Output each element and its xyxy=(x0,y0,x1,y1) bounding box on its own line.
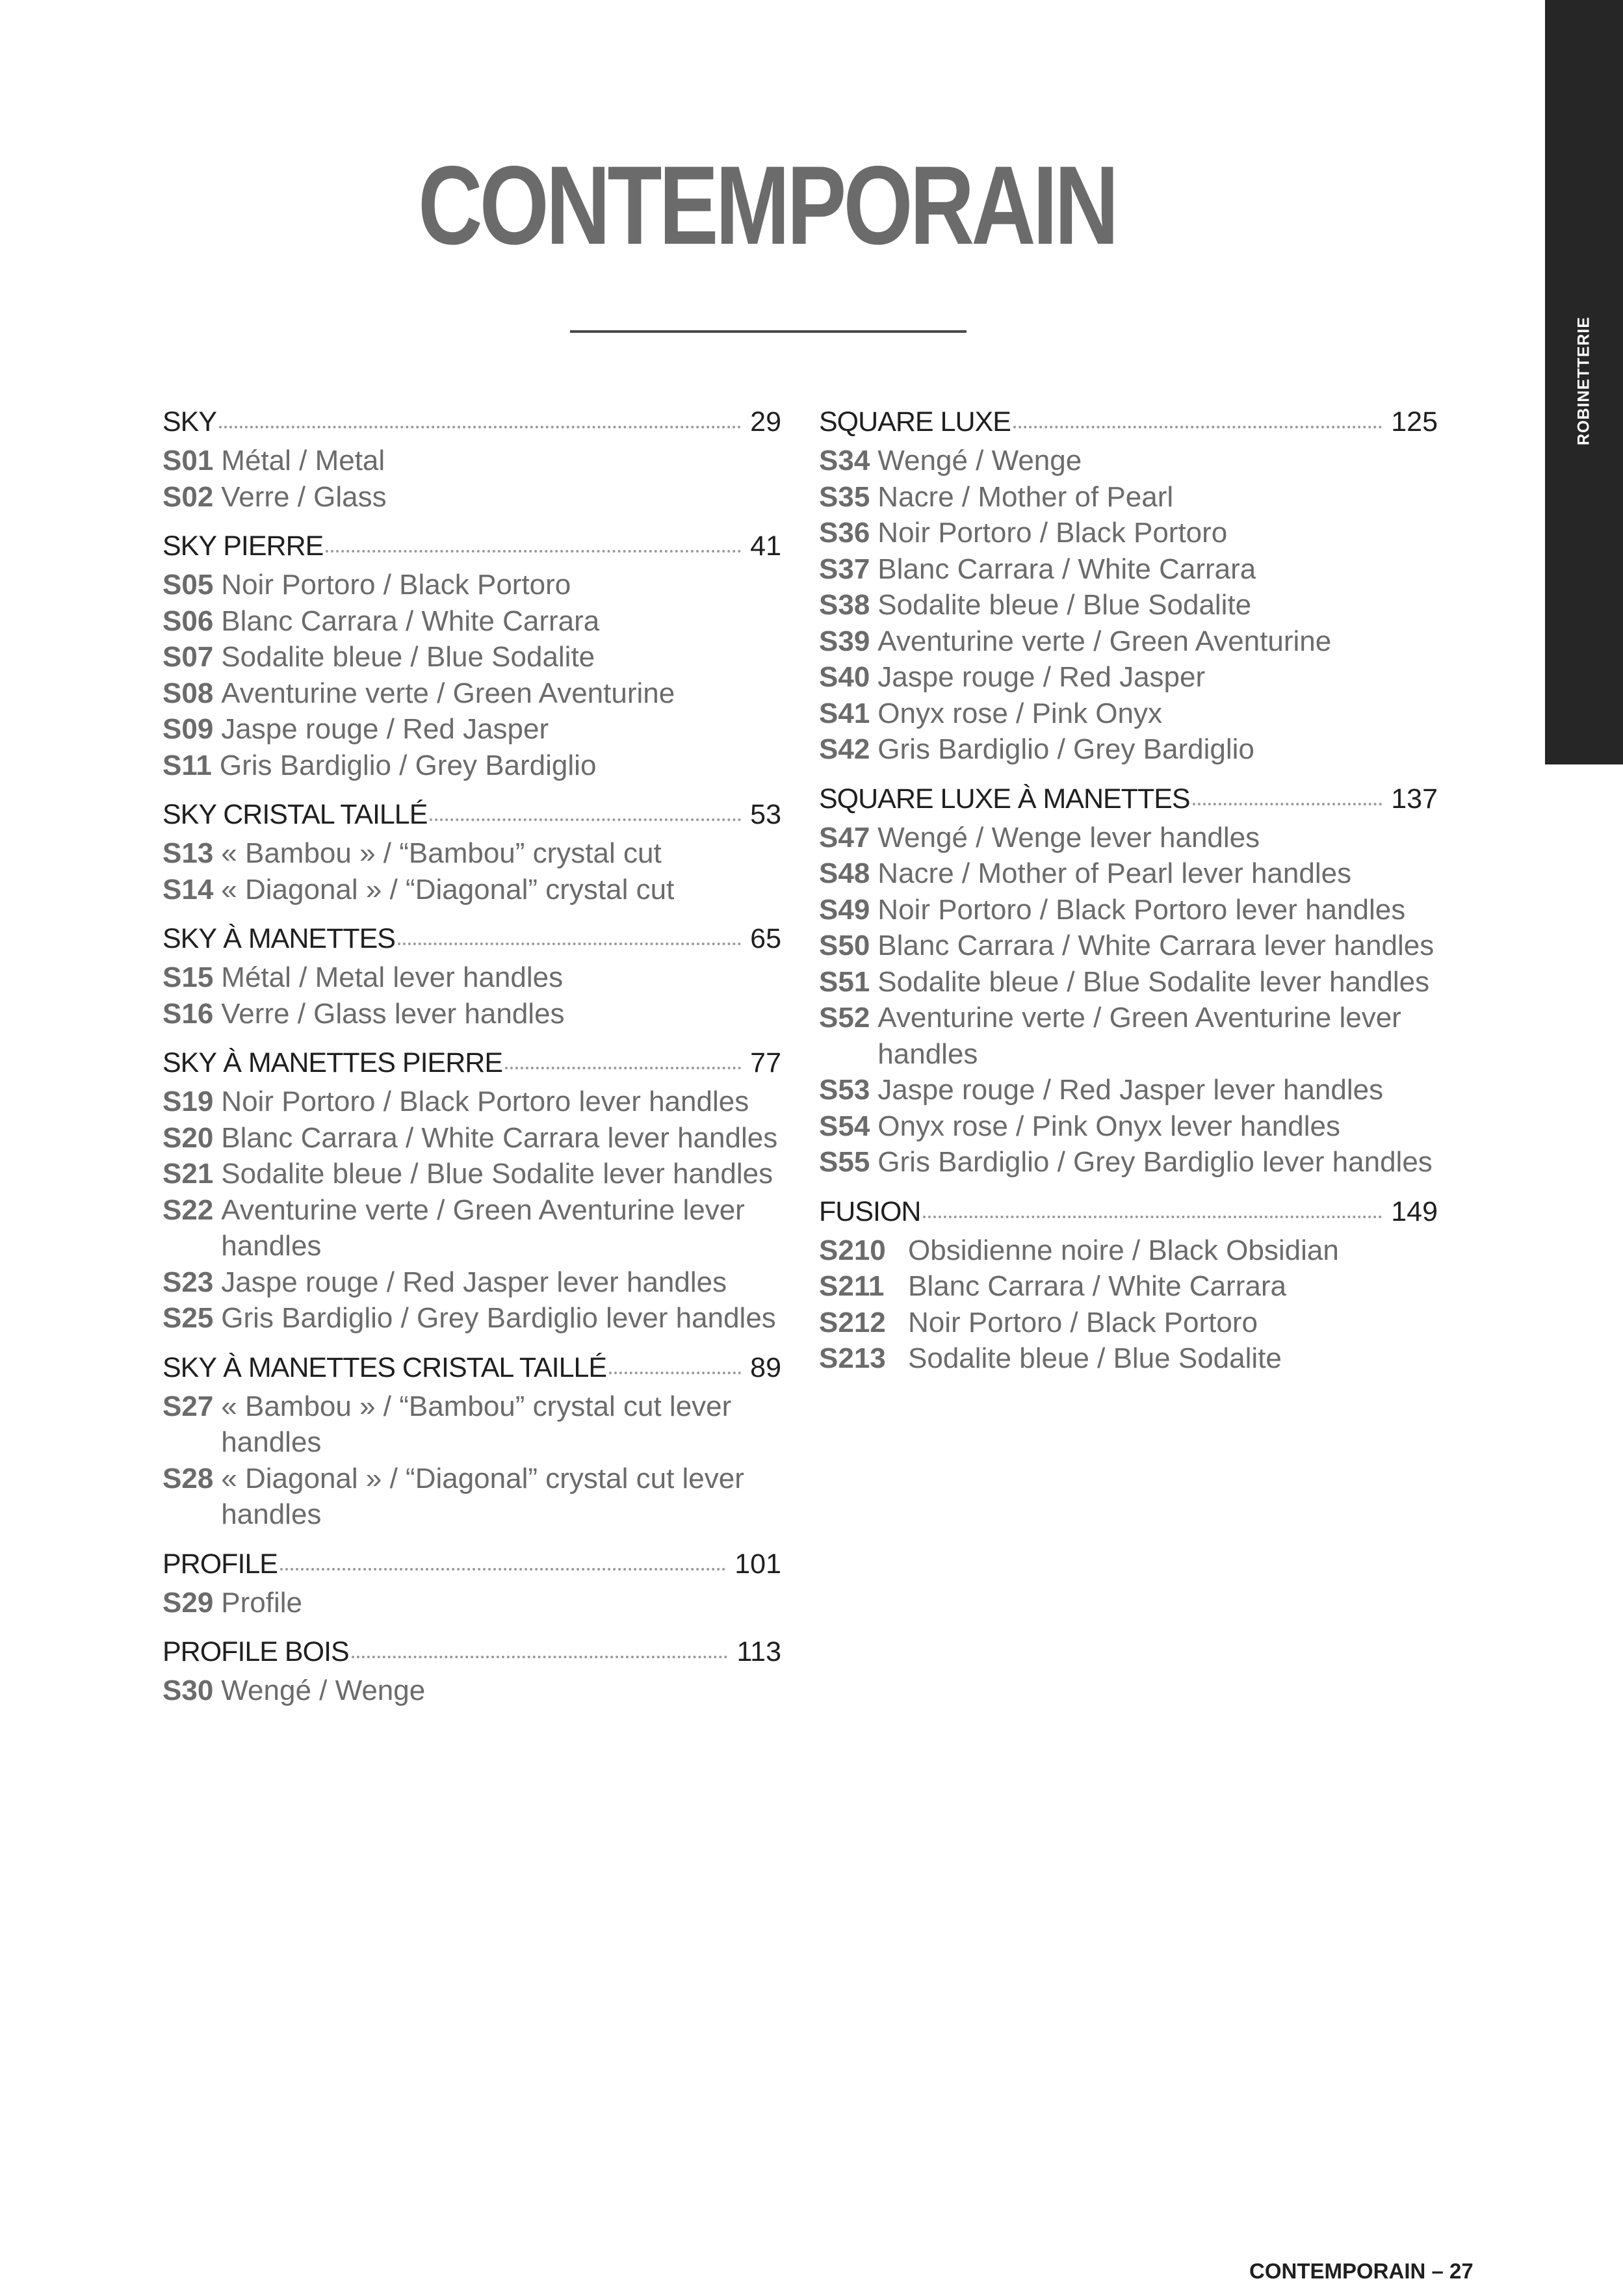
item-label: Sodalite bleue / Blue Sodalite lever handles xyxy=(221,1158,773,1190)
item-label: Gris Bardiglio / Grey Bardiglio lever handles xyxy=(877,1146,1433,1178)
section-page-number: 89 xyxy=(750,1351,781,1383)
section-page-number: 137 xyxy=(1391,783,1438,815)
toc-item[interactable] xyxy=(162,443,781,479)
section-name: SKY À MANETTES PIERRE xyxy=(162,1047,503,1078)
toc-section-heading[interactable] xyxy=(819,783,1438,820)
item-code: S13 xyxy=(162,837,214,869)
item-code: S30 xyxy=(162,1675,214,1706)
section-name: PROFILE BOIS xyxy=(162,1636,349,1667)
item-label: Aventurine verte / Green Aventurine lever handles xyxy=(877,1002,1401,1070)
toc-item-list xyxy=(819,443,1438,768)
toc-section-heading[interactable] xyxy=(162,1047,781,1084)
toc-item[interactable] xyxy=(819,515,1438,551)
toc-item[interactable] xyxy=(819,587,1438,623)
item-label: Jaspe rouge / Red Jasper xyxy=(221,713,549,745)
toc-section-heading[interactable] xyxy=(162,1636,781,1673)
toc-section-heading[interactable] xyxy=(162,799,781,835)
toc-item[interactable] xyxy=(819,443,1438,479)
toc-item[interactable] xyxy=(162,1461,781,1533)
section-page-number: 77 xyxy=(750,1047,781,1078)
item-label: Verre / Glass lever handles xyxy=(221,997,565,1030)
item-label: Nacre / Mother of Pearl xyxy=(877,480,1174,513)
item-code: S02 xyxy=(162,480,214,513)
item-code: S36 xyxy=(819,517,870,549)
section-name: SQUARE LUXE À MANETTES xyxy=(819,783,1190,815)
toc-section xyxy=(819,783,1438,1181)
dot-leader xyxy=(352,1656,728,1658)
toc-item-list xyxy=(819,820,1438,1181)
toc-item[interactable] xyxy=(819,1144,1438,1181)
section-page-number: 29 xyxy=(750,406,781,437)
item-code: S54 xyxy=(819,1110,870,1142)
item-code: S14 xyxy=(162,873,214,906)
item-label: Obsidienne noire / Black Obsidian xyxy=(908,1234,1339,1266)
item-label: Wengé / Wenge xyxy=(221,1675,426,1706)
title-divider xyxy=(570,330,967,333)
section-name: SKY xyxy=(162,406,217,437)
item-code: S40 xyxy=(819,661,870,693)
dot-leader xyxy=(609,1372,741,1374)
toc-item[interactable] xyxy=(819,1268,1438,1305)
item-code: S07 xyxy=(162,641,214,673)
toc-section xyxy=(162,1047,781,1337)
item-code: S51 xyxy=(819,965,870,998)
toc-item[interactable] xyxy=(162,711,781,748)
toc-item[interactable] xyxy=(162,1389,781,1461)
item-label: Onyx rose / Pink Onyx lever handles xyxy=(877,1110,1340,1142)
item-code: S210 xyxy=(819,1234,886,1266)
dot-leader xyxy=(280,1568,725,1571)
section-name: SKY PIERRE xyxy=(162,530,324,562)
item-label: « Bambou » / “Bambou” crystal cut lever handles xyxy=(221,1390,732,1458)
section-page-number: 125 xyxy=(1391,406,1438,437)
item-code: S55 xyxy=(819,1146,870,1178)
section-name: SKY CRISTAL TAILLÉ xyxy=(162,799,428,830)
item-label: « Diagonal » / “Diagonal” crystal cut lever handles xyxy=(221,1462,744,1530)
toc-item[interactable] xyxy=(819,551,1438,588)
item-code: S16 xyxy=(162,997,214,1030)
section-page-number: 41 xyxy=(750,530,781,562)
section-page-number: 65 xyxy=(750,923,781,954)
toc-item[interactable] xyxy=(162,639,781,675)
item-code: S21 xyxy=(162,1158,214,1190)
toc-item[interactable] xyxy=(162,567,781,603)
item-label: Noir Portoro / Black Portoro lever handles xyxy=(221,1086,749,1117)
toc-item-list xyxy=(162,1585,781,1621)
toc-section xyxy=(162,1636,781,1709)
item-code: S37 xyxy=(819,553,870,585)
toc-item[interactable] xyxy=(162,1585,781,1621)
item-code: S213 xyxy=(819,1342,886,1374)
toc-item-list xyxy=(162,1389,781,1533)
dot-leader xyxy=(505,1067,741,1069)
item-code: S05 xyxy=(162,569,214,601)
item-label: Blanc Carrara / White Carrara lever handles xyxy=(877,930,1435,961)
toc-item[interactable] xyxy=(162,675,781,712)
toc-item[interactable] xyxy=(819,479,1438,515)
side-tab-label: ROBINETTERIE xyxy=(1574,316,1593,446)
item-label: Wengé / Wenge lever handles xyxy=(877,821,1260,854)
section-name: SKY À MANETTES xyxy=(162,923,395,954)
item-code: S48 xyxy=(819,857,870,889)
toc-left-column xyxy=(162,406,781,1725)
toc-item[interactable] xyxy=(162,748,781,784)
item-code: S211 xyxy=(819,1270,885,1302)
toc-item[interactable] xyxy=(819,1108,1438,1145)
item-code: S23 xyxy=(162,1266,214,1298)
toc-item-list xyxy=(162,567,781,783)
item-label: Aventurine verte / Green Aventurine xyxy=(221,677,675,709)
toc-item[interactable] xyxy=(162,996,781,1032)
item-code: S08 xyxy=(162,677,214,709)
item-code: S41 xyxy=(819,697,870,729)
item-code: S27 xyxy=(162,1390,214,1422)
dot-leader xyxy=(398,943,741,945)
item-code: S35 xyxy=(819,480,870,513)
toc-section xyxy=(819,1196,1438,1377)
item-label: Blanc Carrara / White Carrara xyxy=(877,553,1256,585)
item-label: Nacre / Mother of Pearl lever handles xyxy=(877,857,1352,889)
toc-section xyxy=(162,1352,781,1533)
item-code: S20 xyxy=(162,1121,214,1154)
toc-item[interactable] xyxy=(819,696,1438,732)
item-label: Gris Bardiglio / Grey Bardiglio xyxy=(877,733,1254,765)
toc-section xyxy=(162,923,781,1032)
item-label: Métal / Metal xyxy=(221,445,385,476)
toc-item[interactable] xyxy=(162,959,781,996)
item-label: Blanc Carrara / White Carrara lever handles xyxy=(221,1121,778,1154)
item-label: Wengé / Wenge xyxy=(877,445,1082,476)
item-label: Profile xyxy=(221,1586,303,1619)
toc-item[interactable] xyxy=(162,1192,781,1264)
item-label: Gris Bardiglio / Grey Bardiglio xyxy=(219,749,597,781)
item-code: S19 xyxy=(162,1086,214,1117)
item-code: S39 xyxy=(819,625,870,657)
toc-section xyxy=(162,799,781,907)
item-label: Sodalite bleue / Blue Sodalite xyxy=(221,641,595,673)
item-code: S06 xyxy=(162,605,214,637)
toc-section-heading[interactable] xyxy=(162,1352,781,1389)
item-label: Verre / Glass xyxy=(221,480,387,513)
toc-item-list xyxy=(162,443,781,515)
toc-item[interactable] xyxy=(819,623,1438,660)
item-code: S28 xyxy=(162,1462,214,1494)
item-code: S47 xyxy=(819,821,870,854)
toc-section-heading[interactable] xyxy=(819,406,1438,443)
dot-leader xyxy=(923,1216,1382,1218)
section-page-number: 53 xyxy=(750,799,781,830)
toc-section-heading[interactable] xyxy=(162,406,781,443)
section-page-number: 113 xyxy=(736,1636,781,1667)
item-code: S34 xyxy=(819,445,870,476)
item-code: S22 xyxy=(162,1194,214,1226)
item-label: Jaspe rouge / Red Jasper lever handles xyxy=(221,1266,727,1298)
item-label: Noir Portoro / Black Portoro xyxy=(221,569,571,601)
toc-item[interactable] xyxy=(162,1673,781,1709)
toc-item[interactable] xyxy=(819,1233,1438,1269)
item-label: Aventurine verte / Green Aventurine xyxy=(877,625,1332,657)
page-footer: CONTEMPORAIN – 27 xyxy=(1249,2259,1474,2283)
toc-section-heading[interactable] xyxy=(162,1548,781,1585)
toc-section xyxy=(162,1548,781,1621)
item-label: Noir Portoro / Black Portoro xyxy=(877,517,1228,549)
toc-item[interactable] xyxy=(819,892,1438,928)
toc-item[interactable] xyxy=(819,1305,1438,1341)
item-label: « Bambou » / “Bambou” crystal cut xyxy=(221,837,662,869)
toc-item-list xyxy=(162,1673,781,1709)
toc-item[interactable] xyxy=(162,1300,781,1337)
item-code: S11 xyxy=(162,749,212,781)
section-side-tab[interactable] xyxy=(1545,0,1623,764)
toc-item[interactable] xyxy=(162,1084,781,1120)
toc-item[interactable] xyxy=(819,855,1438,892)
item-label: Blanc Carrara / White Carrara xyxy=(908,1270,1286,1302)
toc-item-list xyxy=(162,835,781,907)
section-page-number: 101 xyxy=(734,1548,781,1580)
toc-item-list xyxy=(162,959,781,1032)
toc-section-heading[interactable] xyxy=(162,923,781,959)
toc-section-heading[interactable] xyxy=(162,530,781,567)
toc-section xyxy=(162,530,781,783)
item-label: « Diagonal » / “Diagonal” crystal cut xyxy=(221,873,675,906)
toc-item[interactable] xyxy=(162,1264,781,1301)
item-code: S29 xyxy=(162,1586,214,1619)
item-code: S50 xyxy=(819,930,870,961)
item-code: S52 xyxy=(819,1002,870,1034)
toc-item[interactable] xyxy=(162,1156,781,1192)
item-label: Aventurine verte / Green Aventurine lever handles xyxy=(221,1194,745,1262)
toc-item[interactable] xyxy=(819,1000,1438,1072)
item-code: S49 xyxy=(819,893,870,926)
toc-item[interactable] xyxy=(819,820,1438,856)
section-name: FUSION xyxy=(819,1195,921,1227)
item-label: Noir Portoro / Black Portoro xyxy=(908,1306,1258,1338)
item-code: S01 xyxy=(162,445,214,476)
toc-section-heading[interactable] xyxy=(819,1196,1438,1233)
item-label: Jaspe rouge / Red Jasper xyxy=(877,661,1206,693)
toc-section xyxy=(162,406,781,515)
toc-item[interactable] xyxy=(819,1340,1438,1377)
item-code: S42 xyxy=(819,733,870,765)
section-name: SKY À MANETTES CRISTAL TAILLÉ xyxy=(162,1351,607,1383)
item-label: Sodalite bleue / Blue Sodalite xyxy=(908,1342,1282,1374)
item-code: S212 xyxy=(819,1306,886,1338)
item-label: Jaspe rouge / Red Jasper lever handles xyxy=(877,1074,1384,1106)
section-name: PROFILE xyxy=(162,1548,278,1580)
item-label: Noir Portoro / Black Portoro lever handles xyxy=(877,893,1406,926)
dot-leader xyxy=(1193,803,1383,805)
item-code: S53 xyxy=(819,1074,870,1106)
toc-item[interactable] xyxy=(819,731,1438,768)
item-label: Métal / Metal lever handles xyxy=(221,961,564,993)
toc-item-list xyxy=(162,1084,781,1337)
item-code: S25 xyxy=(162,1302,214,1334)
dot-leader xyxy=(219,426,741,428)
toc-right-column xyxy=(819,406,1438,1392)
item-label: Onyx rose / Pink Onyx xyxy=(877,697,1162,729)
toc-item[interactable] xyxy=(819,659,1438,696)
toc-item[interactable] xyxy=(162,479,781,515)
item-code: S09 xyxy=(162,713,214,745)
toc-item[interactable] xyxy=(162,872,781,908)
page-title: CONTEMPORAIN xyxy=(418,143,1116,268)
item-label: Sodalite bleue / Blue Sodalite lever handles xyxy=(877,965,1430,998)
toc-item[interactable] xyxy=(819,928,1438,964)
toc-item[interactable] xyxy=(819,1072,1438,1108)
item-label: Sodalite bleue / Blue Sodalite xyxy=(877,589,1252,621)
section-page-number: 149 xyxy=(1391,1195,1438,1227)
toc-item[interactable] xyxy=(819,964,1438,1000)
item-label: Gris Bardiglio / Grey Bardiglio lever handles xyxy=(221,1302,776,1334)
item-label: Blanc Carrara / White Carrara xyxy=(221,605,600,637)
toc-section xyxy=(819,406,1438,768)
dot-leader xyxy=(1013,426,1382,428)
dot-leader xyxy=(430,818,741,821)
section-name: SQUARE LUXE xyxy=(819,406,1011,437)
toc-item[interactable] xyxy=(162,1120,781,1156)
item-code: S38 xyxy=(819,589,870,621)
toc-item[interactable] xyxy=(162,835,781,872)
toc-item[interactable] xyxy=(162,603,781,640)
toc-item-list xyxy=(819,1233,1438,1377)
item-code: S15 xyxy=(162,961,214,993)
dot-leader xyxy=(326,550,741,553)
